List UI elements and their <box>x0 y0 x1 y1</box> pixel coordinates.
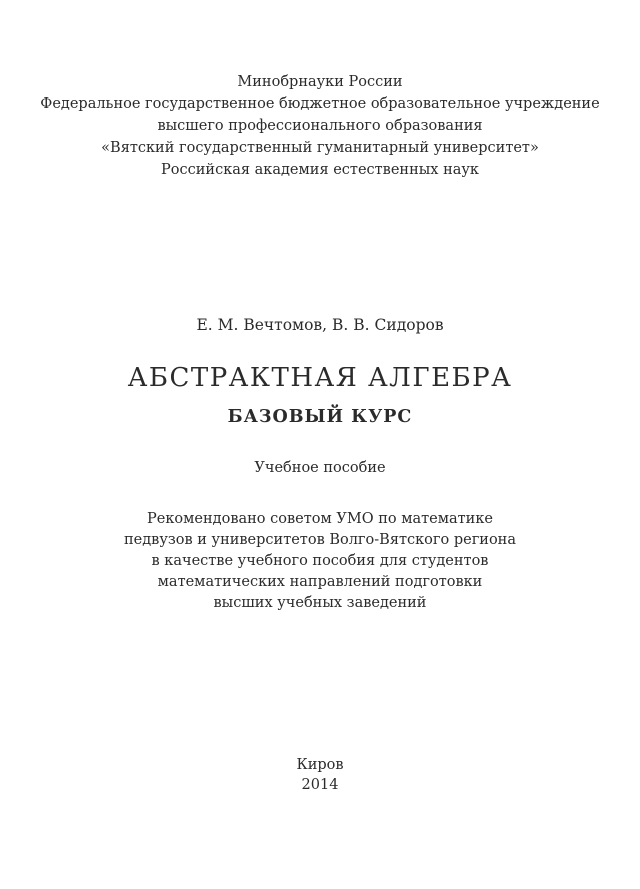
ministry-line: Минобрнауки России <box>237 74 403 90</box>
book-title: АБСТРАКТНАЯ АЛГЕБРА <box>127 363 513 393</box>
academy-line: Российская академия естественных наук <box>161 162 479 178</box>
university-name-line: «Вятский государственный гуманитарный университет» <box>101 140 539 156</box>
imprint-city: Киров <box>296 757 344 773</box>
recommendation-line-5: высших учебных заведений <box>213 595 427 611</box>
recommendation-line-3: в качестве учебного пособия для студентов <box>151 553 489 569</box>
recommendation-line-2: педвузов и университетов Волго-Вятского региона <box>123 532 516 548</box>
book-subtitle: БАЗОВЫЙ КУРС <box>227 407 413 427</box>
publisher-header <box>0 71 640 181</box>
imprint-year: 2014 <box>301 776 339 793</box>
recommendation-note <box>0 509 640 614</box>
imprint <box>0 756 640 795</box>
recommendation-line-4: математических направлений подготовки <box>157 574 483 590</box>
institution-line-1: Федеральное государственное бюджетное образовательное учреждение <box>40 96 600 112</box>
recommendation-line-1: Рекомендовано советом УМО по математике <box>147 511 493 527</box>
institution-line-2: высшего профессионального образования <box>157 118 483 134</box>
edition-type: Учебное пособие <box>254 460 386 476</box>
authors: Е. М. Вечтомов, В. В. Сидоров <box>196 316 444 334</box>
